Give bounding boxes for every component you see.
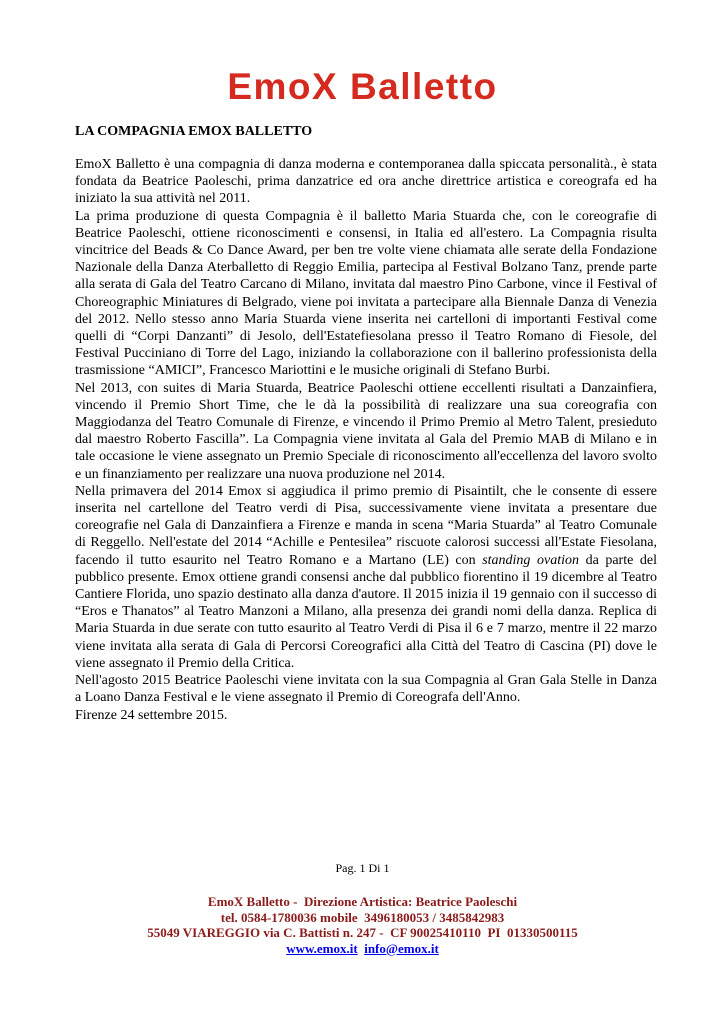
paragraph-text-continued: da parte del pubblico presente. Emox ottiene grandi consensi anche dal pubblico fiorentino il 19 dicembre al Teatro Cantiere Florida, uno spazio destinato alla danza d'autore. Il 2015 inizia il 19 gennaio con il successo di “Eros e Thanatos” al Teatro Manzoni a Milano, alla presenza dei grandi nomi della danza. Replica di Maria Stuarda in due serate con tutto esaurito al Teatro Verdi di Pisa il 6 e 7 marzo, mentre il 22 marzo viene invitata alla serata di Gala di Percorsi Coreografici alla Città del Teatro di Cascina (PI) dove le viene assegnato il Premio della Critica.	[75, 552, 657, 671]
paragraph-text: Nell'agosto 2015 Beatrice Paoleschi viene invitata con la sua Compagnia al Gran Gala Stelle in Danza a Loano Danza Festival e le viene assegnato il Premio di Coreografa dell'Anno.	[75, 673, 657, 706]
footer-address-line: 55049 VIAREGGIO via C. Battisti n. 247 - CF 90025410110 PI 01330500115	[147, 925, 578, 941]
italic-phrase: standing ovation	[482, 552, 579, 568]
paragraph	[75, 483, 657, 672]
paragraph-text: Firenze 24 settembre 2015.	[75, 707, 228, 723]
page-number: Pag. 1 Di 1	[335, 861, 390, 875]
footer-direction-line: EmoX Balletto - Direzione Artistica: Beatrice Paoleschi	[207, 894, 518, 909]
paragraph	[75, 156, 657, 208]
email-link[interactable]: info@emox.it	[364, 940, 439, 956]
date-line	[75, 707, 657, 724]
company-logo-title: EmoX Balletto	[227, 66, 498, 107]
paragraph-text: EmoX Balletto è una compagnia di danza moderna e contemporanea dalla spiccata personalità., è stata fondata da Beatrice Paoleschi, prima danzatrice ed ora anche direttrice artistica e coreografa ed ha iniziato la sua attività nel 2011.	[75, 157, 657, 207]
footer-links-line	[0, 941, 725, 957]
paragraph	[75, 380, 657, 483]
footer	[0, 894, 725, 956]
paragraph	[75, 208, 657, 380]
footer-phone-line: tel. 0584-1780036 mobile 3496180053 / 3485842983	[220, 909, 505, 925]
body-text	[75, 156, 657, 724]
section-heading: LA COMPAGNIA EMOX BALLETTO	[75, 124, 313, 139]
paragraph-text: Nella primavera del 2014 Emox si aggiudica il primo premio di Pisaintilt, che le consente di essere inserita nel cartellone del Teatro verdi di Pisa, successivamente viene invitata a presentare due coreografie nel Gala di Danzainfiera a Firenze e manda in scena “Maria Stuarda” al Teatro Comunale di Reggello. Nell'estate del 2014 “Achille e Pentesilea” riscuote calorosi successi all'Estate Fiesolana, facendo il tutto esaurito nel Teatro Romano e a Martano (LE) con	[75, 483, 657, 568]
paragraph-text: La prima produzione di questa Compagnia è il balletto Maria Stuarda che, con le coreografie di Beatrice Paoleschi, ottiene riconoscimenti e consensi, in Italia ed all'estero. La Compagnia risulta vincitrice del Beads & Co Dance Award, per ben tre volte viene chiamata alle serate della Fondazione Nazionale della Danza Aterballetto di Reggio Emilia, partecipa al Festival Bolzano Tanz, prende parte alla serata di Gala del Teatro Carcano di Milano, invitata dal maestro Pino Carbone, vince il Festival of Choreographic Miniatures di Belgrado, viene poi invitata a partecipare alla Biennale Danza di Venezia del 2012. Nello stesso anno Maria Stuarda viene inserita nei cartelloni di importanti Festival come quelli di “Corpi Danzanti” di Jesolo, dell'Estatefiesolana presso il Teatro Romano di Fiesole, del Festival Pucciniano di Torre del Lago, iniziando la collaborazione con il ballerino professionista della trasmissione “AMICI”, Francesco Mariottini e le musiche originali di Stefano Burbi.	[75, 208, 657, 379]
website-link[interactable]: www.emox.it	[286, 940, 358, 956]
paragraph-text: Nel 2013, con suites di Maria Stuarda, Beatrice Paoleschi ottiene eccellenti risultati a Danzainfiera, vincendo il Premio Short Time, che le dà la possibilità di realizzare una sua coreografia con Maggiodanza del Teatro Comunale di Firenze, e vincendo il Primo Premio al Metro Talent, presieduto dal maestro Roberto Fascilla”. La Compagnia viene invitata al Gala del Premio MAB di Milano e in tale occasione le viene assegnato un Premio Speciale di riconoscimento all'eccellenza del lavoro svolto e un finanziamento per realizzare una nuova produzione nel 2014.	[75, 380, 657, 482]
paragraph	[75, 672, 657, 706]
